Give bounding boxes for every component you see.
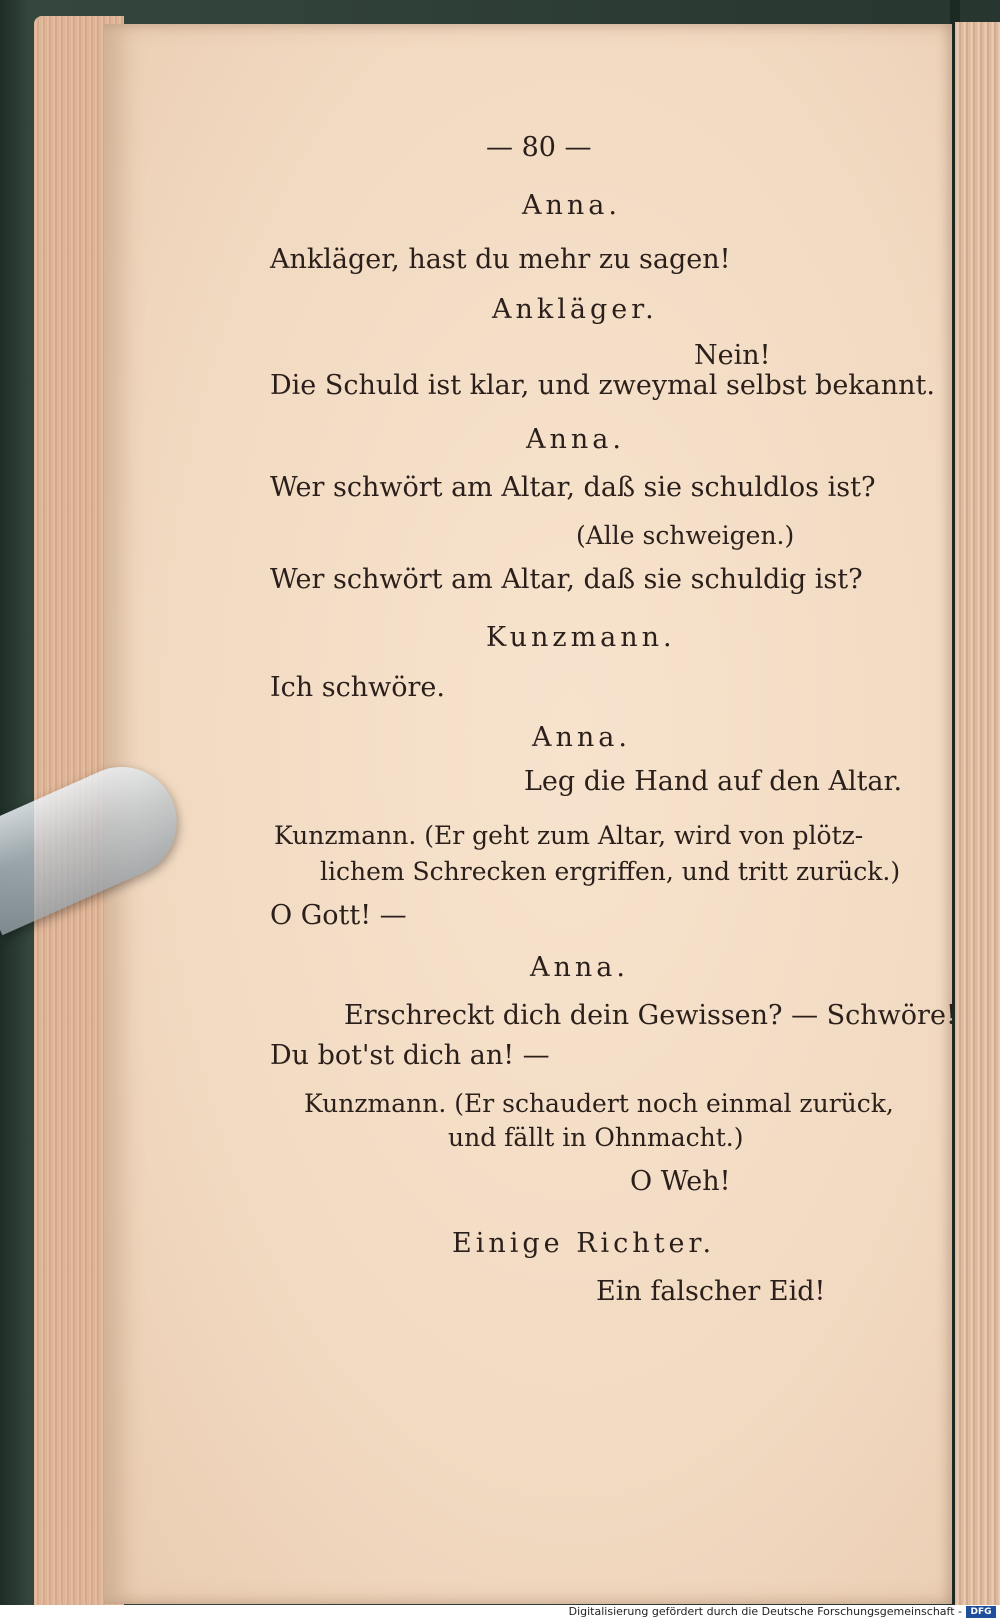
footer-credit: Digitalisierung gefördert durch die Deutsche Forschungsgemeinschaft - (568, 1605, 962, 1618)
book-page (104, 24, 957, 1604)
verse-line: Erschreckt dich dein Gewissen? — Schwöre! (344, 1000, 957, 1031)
verse-line: Nein! (694, 340, 771, 371)
verse-line: Ein falscher Eid! (596, 1276, 826, 1307)
verse-line: O Weh! (630, 1166, 731, 1197)
verse-line: Du bot'st dich an! — (270, 1040, 550, 1071)
speaker-line: Anna. (530, 952, 629, 983)
verse-line: Die Schuld ist klar, und zweymal selbst bekannt. (270, 370, 935, 401)
verse-line: Wer schwört am Altar, daß sie schuldig ist? (270, 564, 863, 595)
speaker-line: Ankläger. (492, 294, 658, 325)
speaker-line: Einige Richter. (452, 1228, 716, 1259)
speaker-line: Kunzmann. (486, 622, 676, 653)
stage-direction: und fällt in Ohnmacht.) (448, 1123, 744, 1152)
verse-line: Ankläger, hast du mehr zu sagen! (270, 244, 731, 275)
verse-line: Wer schwört am Altar, daß sie schuldlos ist? (270, 472, 876, 503)
stage-direction: Kunzmann. (Er geht zum Altar, wird von plötz- (274, 821, 864, 850)
stage-direction: lichem Schrecken ergriffen, und tritt zurück.) (320, 857, 901, 886)
page-number: — 80 — (486, 132, 592, 163)
speaker-line: Anna. (532, 722, 631, 753)
speaker-line: Anna. (526, 424, 625, 455)
right-page-edges (955, 22, 1000, 1612)
verse-line: Leg die Hand auf den Altar. (524, 766, 903, 797)
stage-direction: (Alle schweigen.) (576, 521, 795, 550)
dfg-logo: DFG (966, 1606, 996, 1618)
verse-line: Ich schwöre. (270, 672, 445, 703)
speaker-line: Anna. (522, 190, 621, 221)
verse-line: O Gott! — (270, 900, 407, 931)
stage-direction: Kunzmann. (Er schaudert noch einmal zurück, (304, 1089, 894, 1118)
